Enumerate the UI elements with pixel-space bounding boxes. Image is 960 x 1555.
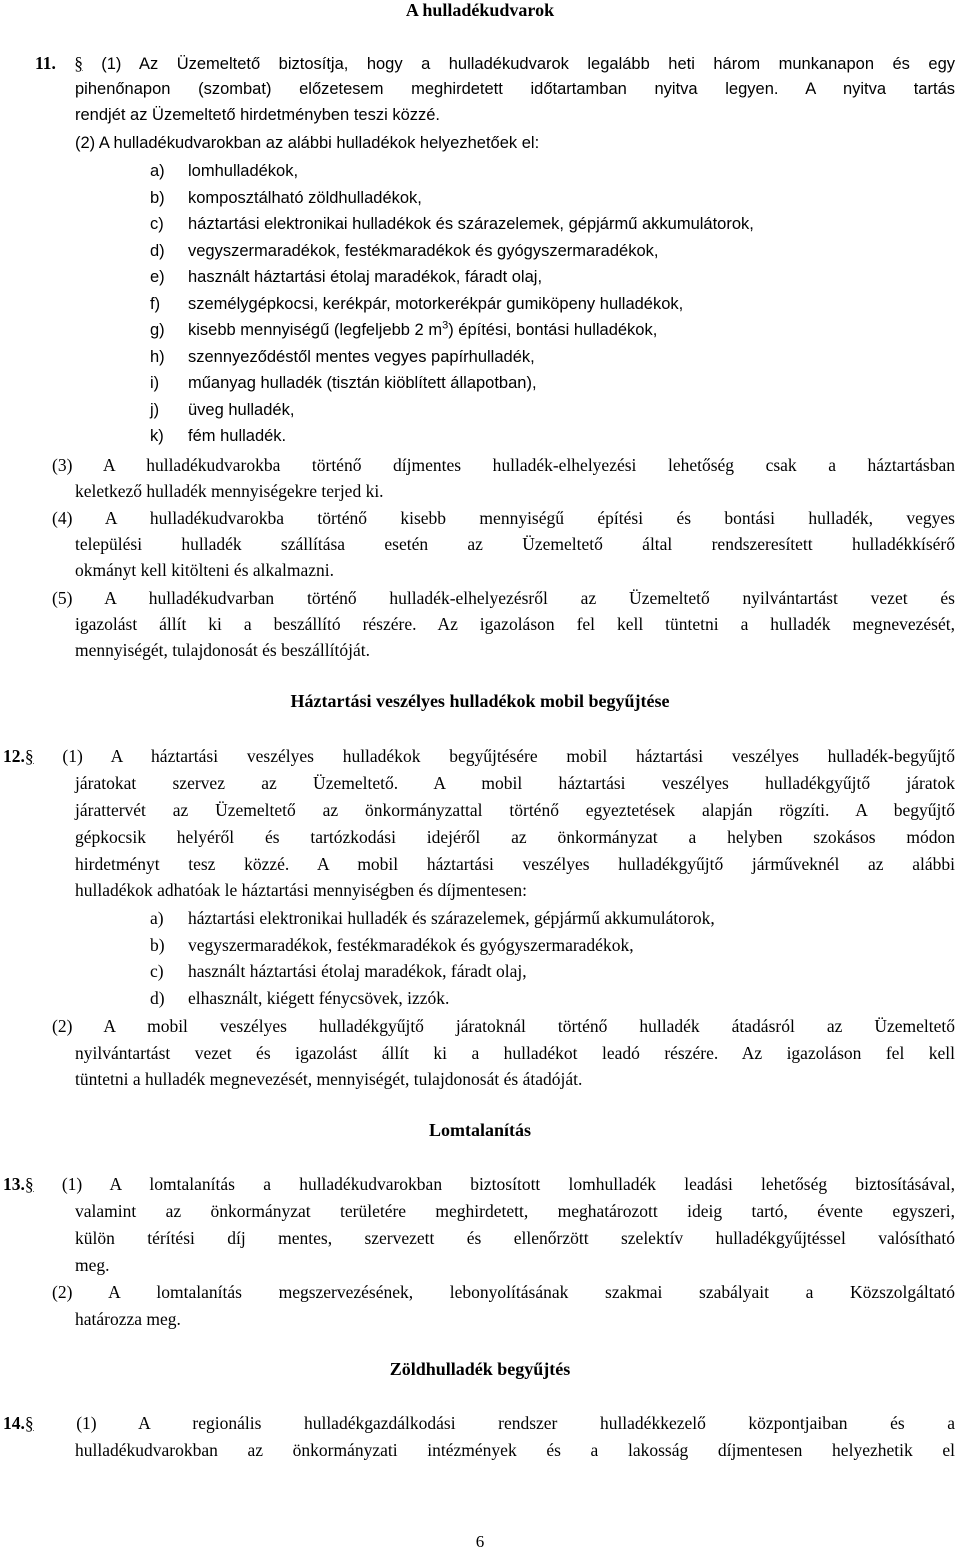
s14-p1-line-1: 14.§ (1) A regionális hulladékgazdálkodási rendszer hulladékkezelő központjaiban és a	[3, 1413, 955, 1433]
s12-p1-line-4: gépkocsik helyéről és tartózkodási idejéről az önkormányzat a helyben szokásos módon	[75, 827, 955, 847]
s11-p5-line-2: igazolást állít ki a beszállító részére. Az igazoláson fel kell tüntetni a hulladék megnevezését,	[75, 614, 955, 634]
list-item: h) szennyeződéstől mentes vegyes papírhulladék,	[150, 347, 535, 366]
s11-p4-line-3: okmányt kell kitölteni és alkalmazni.	[75, 560, 335, 580]
s12-p1-line-2: járatokat szervez az Üzemeltető. A mobil háztartási veszélyes hulladékgyűjtő járatok	[75, 773, 955, 793]
s12-p1-line-6: hulladékok adhatóak le háztartási mennyiségben és díjmentesen:	[75, 880, 527, 900]
s11-p5-line-3: mennyiségét, tulajdonosát és beszállítóját.	[75, 640, 370, 660]
list-item: e) használt háztartási étolaj maradékok, fáradt olaj,	[150, 268, 543, 286]
s11-p1-line-2: pihenőnapon (szombat) előzetesem meghirdetett időtartamban nyitva legyen. A nyitva tartás	[75, 80, 955, 98]
s11-p2-intro: (2) A hulladékudvarokban az alábbi hulladékok helyezhetőek el:	[75, 134, 540, 152]
s12-waste-list	[150, 905, 715, 1011]
list-item: f) személygépkocsi, kerékpár, motorkerékpár gumiköpeny hulladékok,	[150, 294, 684, 313]
list-item: g) kisebb mennyiségű (legfeljebb 2 $m^3$) építési, bontási hulladékok,	[150, 319, 658, 339]
s13-p1-line-4: meg.	[75, 1255, 110, 1275]
list-item: i) műanyag hulladék (tisztán kiöblített állapotban),	[150, 374, 537, 392]
section-11-number: 11. §	[35, 53, 83, 73]
s11-p3-line-1: (3) A hulladékudvarokba történő díjmentes hulladék-elhelyezési lehetőség csak a háztartásban	[52, 455, 955, 475]
s11-p5-line-1: (5) A hulladékudvarban történő hulladék-elhelyezésről az Üzemeltető nyilvántartást vezet és	[52, 588, 955, 608]
s11-p4-line-1: (4) A hulladékudvarokba történő kisebb mennyiségű építési és bontási hulladék, vegyes	[52, 508, 955, 528]
s12-p2-line-3: tüntetni a hulladék megnevezését, mennyiségét, tulajdonosát és átadóját.	[75, 1069, 583, 1089]
s11-p3-line-2: keletkező hulladék mennyiségekre terjed ki.	[75, 481, 384, 501]
s11-p1-line-3: rendjét az Üzemeltető hirdetményben teszi közzé.	[75, 106, 441, 124]
section-title-mobil-begyujtes: Háztartási veszélyes hulladékok mobil begyűjtése	[290, 691, 670, 711]
s12-p1-line-3: járattervét az Üzemeltető az önkormányzattal történő egyeztetések alapján rögzíti. A begyűjtő	[75, 800, 955, 820]
section-14-number: 14.§	[3, 1413, 34, 1433]
list-item: a) lomhulladékok,	[150, 162, 299, 180]
s11-p4-line-2: települési hulladék szállítása esetén az Üzemeltető által rendszeresített hulladékkísérő	[75, 534, 955, 554]
s12-p1-line-1: 12.§ (1) A háztartási veszélyes hulladékok begyűjtésére mobil háztartási veszélyes hulladék-begyűjtő	[3, 746, 955, 766]
s13-p1-line-1: 13.§ (1) A lomtalanítás a hulladékudvarokban biztosított lomhulladék leadási lehetőség biztosításával,	[3, 1174, 955, 1194]
section-12-number: 12.§	[3, 746, 34, 766]
section-title-hulladekudvarok: A hulladékudvarok	[405, 0, 555, 20]
s12-p1-line-5: hirdetményt tesz közzé. A mobil háztartási veszélyes hulladékgyűjtő járműveknél az alábbi	[75, 854, 955, 874]
s11-p1-text: (1) Az Üzemeltető biztosítja, hogy a hulladékudvarok legalább heti három munkanapon és egy	[101, 55, 956, 73]
list-item: c) háztartási elektronikai hulladékok és szárazelemek, gépjármű akkumulátorok,	[150, 215, 754, 233]
s12-p2-line-2: nyilvántartást vezet és igazolást állít ki a hulladékot leadó részére. Az igazoláson fel kell	[75, 1043, 955, 1063]
list-item: c) használt háztartási étolaj maradékok, fáradt olaj,	[150, 961, 527, 981]
s11-p1-line-1	[35, 50, 955, 77]
s13-p2-line-1: (2) A lomtalanítás megszervezésének, lebonyolításának szakmai szabályait a Közszolgáltató	[52, 1282, 955, 1302]
list-item: k) fém hulladék.	[150, 427, 287, 445]
list-item: a) háztartási elektronikai hulladék és szárazelemek, gépjármű akkumulátorok,	[150, 908, 715, 928]
list-item: d) vegyszermaradékok, festékmaradékok és gyógyszermaradékok,	[150, 241, 659, 260]
page-number: 6	[475, 1532, 485, 1551]
s13-p1-line-2: valamint az önkormányzat területére meghirdetett, meghatározott ideig tartó, évente egyszeri,	[75, 1201, 955, 1221]
list-item: d) elhasznált, kiégett fénycsövek, izzók.	[150, 987, 450, 1008]
s14-p1-line-2: hulladékudvarokban az önkormányzati intézmények és a lakosság díjmentesen helyezhetik el	[75, 1440, 955, 1460]
section-title-zoldhulladek: Zöldhulladék begyűjtés	[389, 1359, 571, 1379]
s11-waste-list	[150, 158, 754, 450]
section-13-number: 13.§	[3, 1174, 34, 1194]
list-item: b) vegyszermaradékok, festékmaradékok és gyógyszermaradékok,	[150, 934, 634, 955]
list-item: j) üveg hulladék,	[150, 400, 295, 419]
s13-p2-line-2: határozza meg.	[75, 1309, 181, 1329]
section-title-lomtalanitas: Lomtalanítás	[428, 1120, 531, 1140]
s12-p2-line-1: (2) A mobil veszélyes hulladékgyűjtő járatoknál történő hulladék átadásról az Üzemeltető	[52, 1016, 955, 1036]
s13-p1-line-3: külön térítési díj mentes, szervezett és ellenőrzött szelektív hulladékgyűjtéssel valósítható	[75, 1228, 955, 1248]
list-item: b) komposztálható zöldhulladékok,	[150, 188, 422, 207]
